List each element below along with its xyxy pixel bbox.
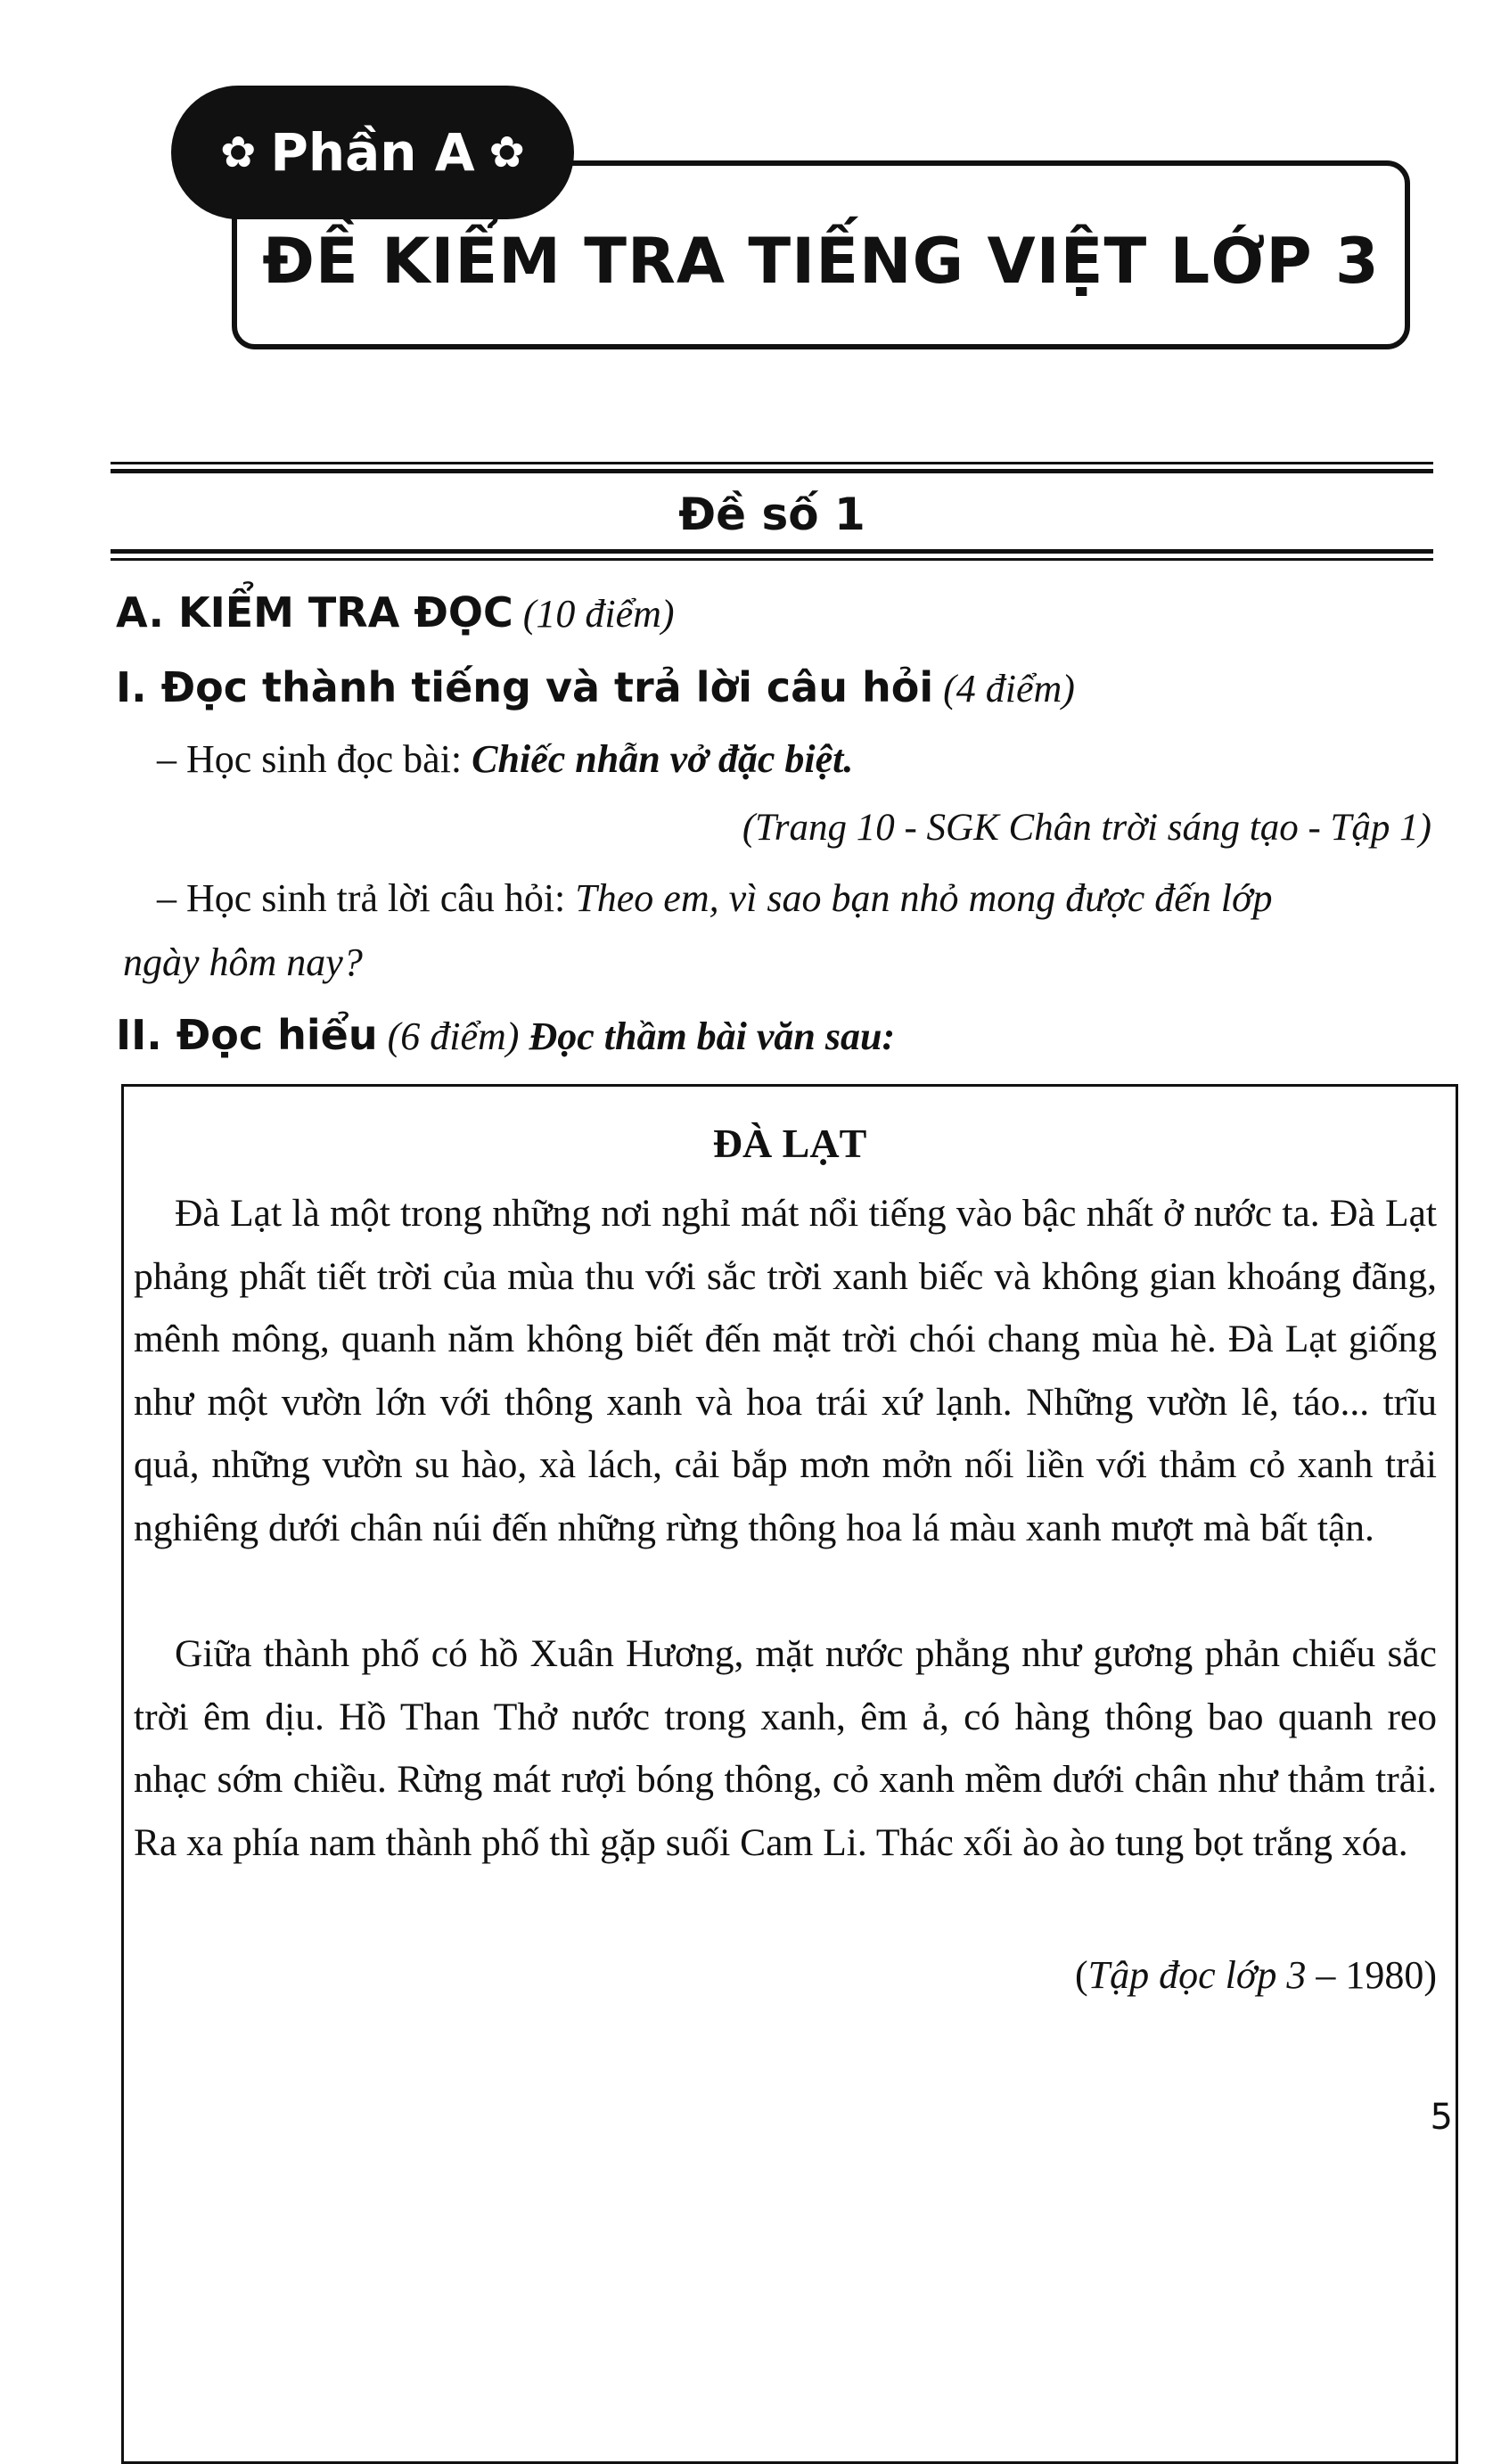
section-a-heading <box>116 588 675 637</box>
read-reference-text: (Trang 10 - SGK Chân trời sáng tạo - Tập 1) <box>742 807 1431 849</box>
section-i-points: (4 điểm) <box>943 667 1075 710</box>
source-open: ( <box>1074 1953 1088 1997</box>
flower-icon: ✿ <box>488 127 525 177</box>
part-label: Phần A <box>270 122 475 183</box>
part-label-pill <box>171 86 574 219</box>
section-ii-points: (6 điểm) <box>387 1014 520 1058</box>
divider <box>111 462 1433 464</box>
section-ii-title: II. Đọc hiểu <box>116 1011 378 1059</box>
flower-icon: ✿ <box>220 127 257 177</box>
exam-number-title: Đề số 1 <box>678 489 865 540</box>
passage-paragraph-2: Giữa thành phố có hồ Xuân Hương, mặt nước phẳng như gương phản chiếu sắc trời êm dịu. Hồ Than Thở nước trong xanh, êm ả, có hàng thông bao quanh reo nhạc sớm chiều. Rừng mát rượi bóng thông, cỏ xanh mềm dưới chân như thảm trải. Ra xa phía nam thành phố thì gặp suối Cam Li. Thác xối ào ào tung bọt trắng xóa. <box>134 1632 1437 1864</box>
source-year: – 1980) <box>1306 1953 1437 1997</box>
answer-question-continued <box>123 940 363 985</box>
section-a-title: A. KIỂM TRA ĐỌC <box>116 588 513 637</box>
passage-title: ĐÀ LẠT <box>712 1121 867 1166</box>
divider <box>111 558 1433 561</box>
read-instruction <box>157 736 853 782</box>
page-title: ĐỀ KIỂM TRA TIẾNG VIỆT LỚP 3 <box>262 225 1380 298</box>
section-ii-heading <box>116 1011 895 1059</box>
section-i-heading <box>116 663 1075 711</box>
passage-paragraph-1: Đà Lạt là một trong những nơi nghỉ mát nổi tiếng vào bậc nhất ở nước ta. Đà Lạt phảng phất tiết trời của mùa thu với sắc trời xanh biếc và không gian khoáng đãng, mênh mông, quanh năm không biết đến mặt trời chói chang mùa hè. Đà Lạt giống như một vườn lớn với thông xanh và hoa trái xứ lạnh. Những vườn lê, táo... trĩu quả, những vườn su hào, xà lách, cải bắp mơn mởn nối liền với thảm cỏ xanh trải nghiêng dưới chân núi đến những rừng thông hoa lá màu xanh mượt mà bất tận. <box>134 1192 1437 1549</box>
divider <box>111 549 1433 554</box>
page-number: 5 <box>1430 2097 1453 2138</box>
read-reference <box>121 806 1431 850</box>
answer-instruction <box>157 875 1273 921</box>
section-ii-instruction: Đọc thầm bài văn sau: <box>529 1014 896 1058</box>
read-prefix: – Học sinh đọc bài: <box>157 737 472 781</box>
answer-question-line2: ngày hôm nay? <box>123 940 363 984</box>
passage-source <box>121 1952 1437 1998</box>
section-a-points: (10 điểm) <box>522 592 675 636</box>
answer-question-line1: Theo em, vì sao bạn nhỏ mong được đến lớp <box>575 876 1273 920</box>
section-i-title: I. Đọc thành tiếng và trả lời câu hỏi <box>116 663 934 711</box>
answer-prefix: – Học sinh trả lời câu hỏi: <box>157 876 576 920</box>
divider <box>111 469 1433 473</box>
source-title: Tập đọc lớp 3 <box>1087 1953 1307 1997</box>
read-title: Chiếc nhẫn vở đặc biệt. <box>472 737 854 781</box>
